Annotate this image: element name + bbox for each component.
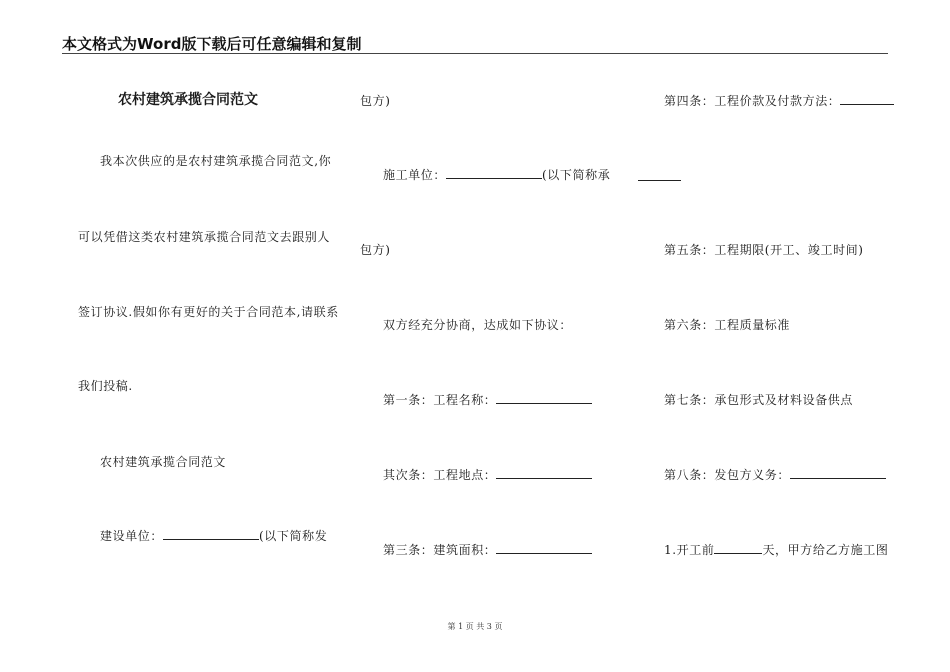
contractor-label: 施工单位： (383, 168, 447, 182)
clause-2-label: 其次条：工程地点： (383, 468, 497, 482)
builder-label: 建设单位： (100, 529, 164, 543)
clause-2-line (383, 468, 592, 482)
page-footer: 第 1 页 共 3 页 (447, 622, 503, 631)
payment-method-blank[interactable] (840, 94, 894, 105)
clause-4-label: 第四条：工程价款及付款方法： (664, 94, 841, 108)
contractor-blank-field[interactable] (446, 168, 542, 179)
builder-blank-field[interactable] (163, 529, 259, 540)
agreement-line: 双方经充分协商，达成如下协议： (383, 318, 573, 332)
clause-4-line (664, 94, 894, 108)
days-blank[interactable] (714, 543, 762, 554)
project-location-blank[interactable] (496, 468, 592, 479)
party-b-tail: 包方) (360, 243, 391, 257)
clause-1-line (383, 393, 592, 407)
clause-8-line (664, 468, 886, 482)
intro-line-4: 我们投稿. (78, 379, 133, 393)
building-area-blank[interactable] (496, 543, 592, 554)
clause-5-line: 第五条：工程期限(开工、竣工时间) (664, 243, 864, 257)
clause-3-line (383, 543, 592, 557)
intro-line-2: 可以凭借这类农村建筑承揽合同范文去跟别人 (78, 230, 331, 244)
contractor-line (383, 168, 610, 182)
contract-heading: 农村建筑承揽合同范文 (100, 455, 227, 469)
contractor-suffix: (以下简称承 (542, 168, 611, 182)
document-header: 本文格式为Word版下载后可任意编辑和复制 (62, 35, 362, 53)
header-divider (62, 53, 888, 54)
clause-3-label: 第三条：建筑面积： (383, 543, 497, 557)
intro-line-3: 签订协议.假如你有更好的关于合同范本,请联系 (78, 305, 339, 319)
clause-6-line: 第六条：工程质量标准 (664, 318, 791, 332)
builder-line (100, 529, 327, 543)
document-title: 农村建筑承揽合同范文 (118, 92, 258, 108)
item-1-suffix: 天，甲方给乙方施工图 (762, 543, 889, 557)
contractor-continuation-blank[interactable] (638, 180, 681, 181)
intro-line-1: 我本次供应的是农村建筑承揽合同范文,你 (100, 154, 332, 168)
project-name-blank[interactable] (496, 393, 592, 404)
clause-8-label: 第八条：发包方义务： (664, 468, 791, 482)
builder-suffix: (以下简称发 (259, 529, 328, 543)
clause-7-line: 第七条：承包形式及材料设备供点 (664, 393, 854, 407)
clause-1-label: 第一条：工程名称： (383, 393, 497, 407)
employer-obligation-blank[interactable] (790, 468, 886, 479)
party-a-tail: 包方) (360, 94, 391, 108)
item-1-prefix: 1.开工前 (664, 543, 715, 557)
item-1-line (664, 543, 888, 557)
